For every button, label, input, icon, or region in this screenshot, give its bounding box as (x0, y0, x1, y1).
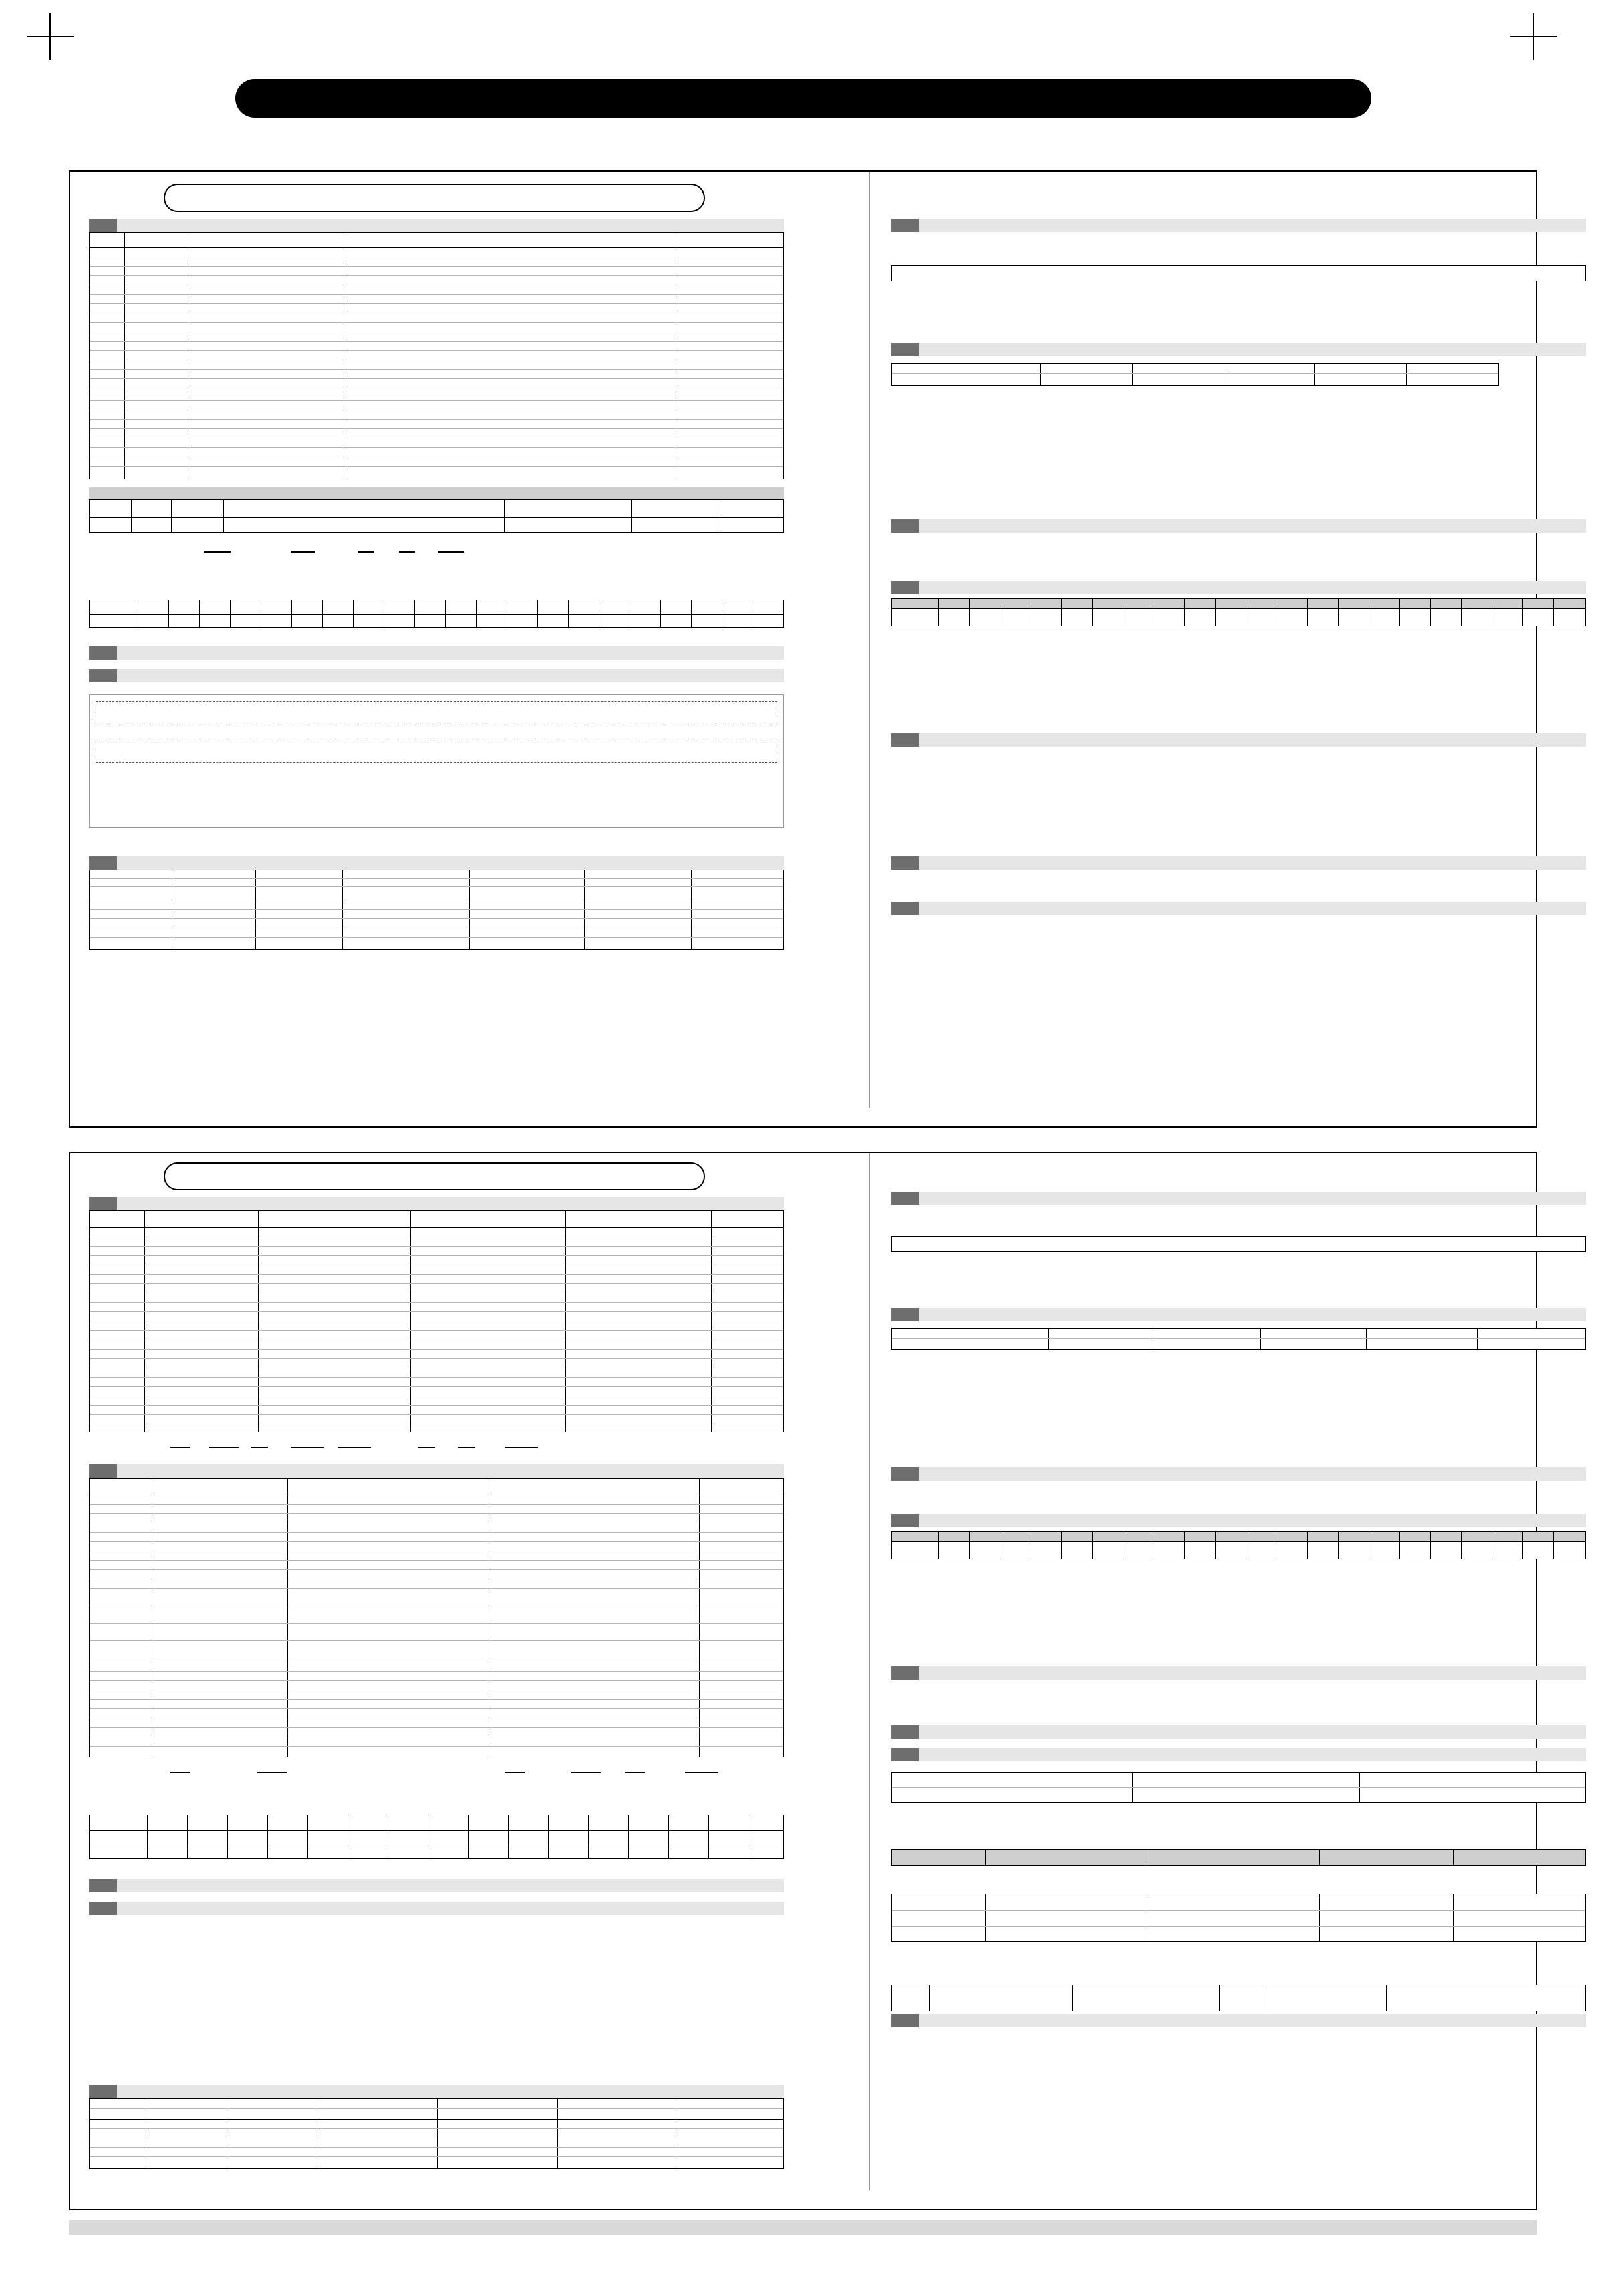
crop-mark-top-right (1510, 13, 1557, 60)
sheet-2-r-bottom-row-table[interactable] (891, 1985, 1586, 2011)
sheet-1-notes-bar-a (89, 646, 784, 660)
sheet-1-tick (204, 551, 231, 553)
sheet-2-tick (458, 1447, 475, 1448)
sheet-2-tick (685, 1772, 718, 1773)
grid-row-rule (90, 247, 783, 248)
sheet-2-tick (291, 1447, 324, 1448)
sheet-2-r-bar-2 (891, 1308, 1586, 1321)
sheet-2-r-three-cell-table[interactable] (891, 1772, 1586, 1803)
sheet-2-title-pill (164, 1162, 705, 1190)
sheet-1-r-bar-2 (891, 343, 1586, 356)
sheet-1-footer-header (89, 856, 784, 870)
sheet-2-r-four-col-header-rules (891, 1849, 1586, 1866)
sheet-1-notes-input-1[interactable] (96, 701, 777, 725)
crop-mark-top-left (27, 13, 74, 60)
sheet-2-r-bar-8 (891, 2014, 1586, 2027)
sheet-2-tick (505, 1772, 525, 1773)
sheet-1-summary-table (89, 499, 784, 533)
sheet-1-r-five-cell-table[interactable] (891, 363, 1499, 386)
sheet-2-tick (251, 1447, 268, 1448)
sheet-1-tick (438, 551, 464, 553)
sheet-2-r-line-field[interactable] (891, 1236, 1586, 1252)
sheet-2-r-bar-7 (891, 1748, 1586, 1761)
sheet-1-tick (291, 551, 315, 553)
sheet-2-r-bar-6 (891, 1725, 1586, 1739)
sheet-2-tick (338, 1447, 371, 1448)
sheet-1-main-grid-header (89, 219, 784, 232)
sheet-1-summary-header (89, 487, 784, 499)
sheet-1-tick (399, 551, 415, 553)
sheet-1-main-grid (89, 232, 784, 392)
sheet-2-second-grid (89, 1478, 784, 1757)
sheet-2-r-grid-strip[interactable] (891, 1531, 1586, 1559)
sheet-2-tick (418, 1447, 435, 1448)
sheet-1-r-bar-7 (891, 902, 1586, 915)
sheet-2-main-grid-header (89, 1197, 784, 1210)
sheet-1-r-bar-1 (891, 219, 1586, 232)
sheet-2-main-grid (89, 1210, 784, 1432)
sheet-1-r-bar-3 (891, 519, 1586, 533)
sheet-2 (69, 1152, 1537, 2210)
sheet-2-r-five-cell-table[interactable] (891, 1328, 1586, 1350)
sheet-2-tick (170, 1447, 190, 1448)
sheet-1-notes-input-2[interactable] (96, 739, 777, 763)
sheet-2-tick (170, 1772, 190, 1773)
sheet-1-notes-bar-b (89, 669, 784, 682)
sheet-1-checkbox-strip[interactable] (89, 600, 784, 628)
sheet-2-column-divider (869, 1153, 870, 2190)
sheet-2-checkbox-strip[interactable] (89, 1815, 784, 1859)
sheet-2-tick (505, 1447, 538, 1448)
sheet-1-column-divider (869, 172, 870, 1108)
sheet-1-r-bar-6 (891, 856, 1586, 870)
sheet-2-second-grid-header (89, 1464, 784, 1478)
sheet-2-tick (257, 1772, 287, 1773)
sheet-1-r-grid-strip[interactable] (891, 598, 1586, 626)
sheet-2-footer-header (89, 2085, 784, 2098)
sheet-1-r-bar-5 (891, 733, 1586, 747)
title-banner (235, 79, 1371, 118)
sheet-2-r-four-col-table[interactable] (891, 1894, 1586, 1942)
sheet-2-footer-table (89, 2098, 784, 2169)
sheet-1-main-grid-lower (89, 392, 784, 479)
sheet-1-r-line-field[interactable] (891, 265, 1586, 281)
sheet-2-tick (209, 1447, 239, 1448)
footer-strip (69, 2220, 1537, 2235)
sheet-2-notes-bar-a (89, 1879, 784, 1892)
sheet-2-r-bar-5 (891, 1666, 1586, 1680)
sheet-1-title-pill (164, 184, 705, 212)
sheet-2-tick (571, 1772, 601, 1773)
sheet-1-r-bar-4 (891, 581, 1586, 594)
sheet-2-notes-bar-b (89, 1902, 784, 1915)
sheet-2-tick (625, 1772, 645, 1773)
sheet-1-footer-table (89, 870, 784, 950)
sheet-2-r-bar-3 (891, 1467, 1586, 1481)
sheet-2-r-bar-1 (891, 1192, 1586, 1205)
sheet-1-tick (358, 551, 374, 553)
sheet-1 (69, 170, 1537, 1128)
sheet-2-r-bar-4 (891, 1514, 1586, 1527)
section-tag (89, 219, 117, 232)
